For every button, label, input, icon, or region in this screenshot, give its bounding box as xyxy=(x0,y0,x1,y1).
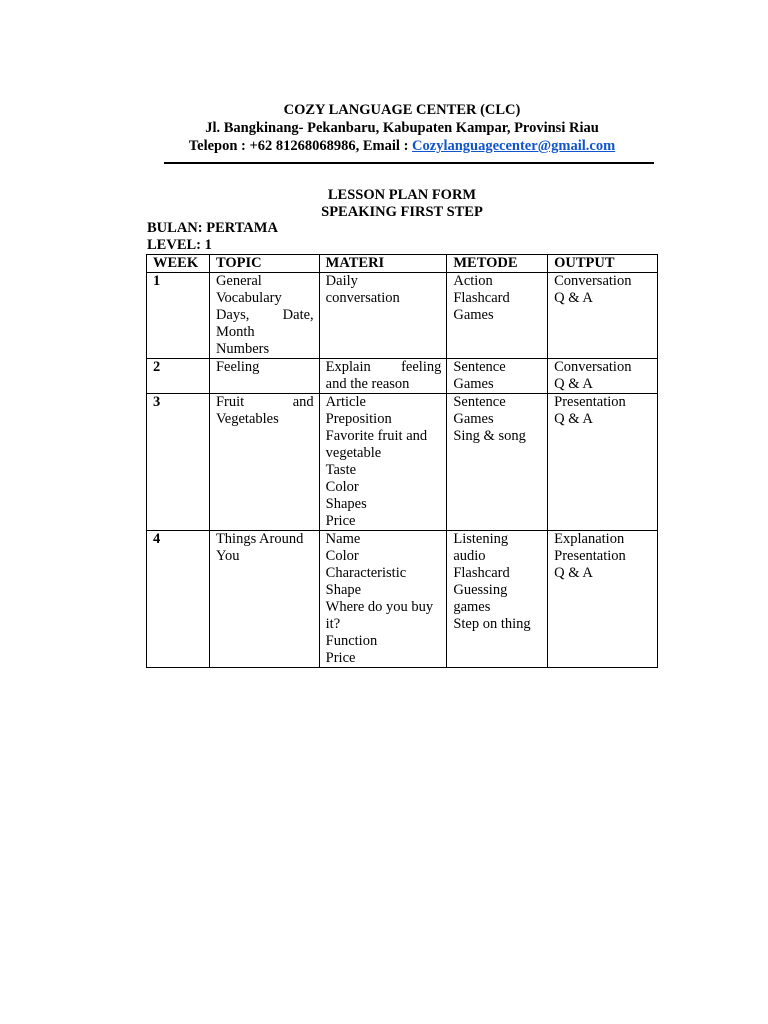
cell-line: Price xyxy=(325,513,356,529)
cell-line: games xyxy=(453,599,491,615)
metode-cell xyxy=(447,394,548,531)
cell-line: Color xyxy=(325,548,359,564)
cell-line: General xyxy=(215,273,262,289)
form-title: LESSON PLAN FORM xyxy=(327,187,477,203)
cell-line: Flashcard xyxy=(453,290,510,306)
cell-line: Games xyxy=(453,376,494,392)
cell-line: Feeling xyxy=(215,359,260,375)
cell-line: Presentation xyxy=(554,394,626,410)
materi-cell xyxy=(319,273,447,359)
cell-line: Listening xyxy=(453,531,509,547)
cell-line: Sentence xyxy=(453,359,506,375)
cell-line: Explanation xyxy=(554,531,625,547)
cell-line: Daily xyxy=(325,273,358,289)
cell-line: Guessing xyxy=(453,582,508,598)
cell-line: Color xyxy=(325,479,359,495)
cell-line: Things Around xyxy=(215,531,304,547)
cell-line: conversation xyxy=(325,290,400,306)
header-topic: TOPIC xyxy=(209,255,319,273)
cell-line: Numbers xyxy=(215,341,270,357)
cell-line: Vocabulary xyxy=(215,290,282,306)
cell-line: Q & A xyxy=(554,376,593,392)
metode-cell xyxy=(447,359,548,394)
output-cell xyxy=(548,359,658,394)
metode-cell xyxy=(447,273,548,359)
cell-line: Article xyxy=(325,394,366,410)
table-row xyxy=(147,531,658,668)
cell-line: Games xyxy=(453,411,494,427)
cell-line: Month xyxy=(215,324,255,340)
cell-line: Days, Date, xyxy=(215,307,314,323)
cell-line: audio xyxy=(453,548,486,564)
materi-cell xyxy=(319,394,447,531)
topic-cell xyxy=(209,531,319,668)
cell-line: Shape xyxy=(325,582,362,598)
cell-line: Q & A xyxy=(554,290,593,306)
lesson-plan-table xyxy=(146,254,658,668)
cell-line: Favorite fruit and xyxy=(325,428,428,444)
cell-line: Fruit and xyxy=(215,394,314,410)
cell-line: Conversation xyxy=(554,359,632,375)
cell-line: Sing & song xyxy=(453,428,526,444)
table-row xyxy=(147,394,658,531)
cell-line: Sentence xyxy=(453,394,506,410)
email-link[interactable]: Cozylanguagecenter@gmail.com xyxy=(412,138,616,154)
header-output: OUTPUT xyxy=(548,255,658,273)
header-week: WEEK xyxy=(147,255,210,273)
table-row xyxy=(147,273,658,359)
cell-line: Presentation xyxy=(554,548,626,564)
org-address: Jl. Bangkinang- Pekanbaru, Kabupaten Kampar, Provinsi Riau xyxy=(205,120,599,136)
cell-line: Where do you buy xyxy=(325,599,434,615)
header-materi: MATERI xyxy=(319,255,447,273)
cell-line: it? xyxy=(325,616,341,632)
output-cell xyxy=(548,531,658,668)
week-cell: 3 xyxy=(147,394,210,531)
header-divider xyxy=(164,162,654,164)
cell-line: Vegetables xyxy=(215,411,279,427)
cell-line: Name xyxy=(325,531,361,547)
cell-line: Action xyxy=(453,273,493,289)
form-title-block xyxy=(0,187,768,221)
cell-line: Characteristic xyxy=(325,565,407,581)
cell-line: Function xyxy=(325,633,378,649)
org-name: COZY LANGUAGE CENTER (CLC) xyxy=(283,102,521,118)
org-contact xyxy=(0,137,768,155)
materi-cell xyxy=(319,359,447,394)
cell-line: Q & A xyxy=(554,411,593,427)
topic-cell xyxy=(209,394,319,531)
cell-line: Q & A xyxy=(554,565,593,581)
header-metode: METODE xyxy=(447,255,548,273)
output-cell xyxy=(548,394,658,531)
topic-cell xyxy=(209,273,319,359)
week-cell: 4 xyxy=(147,531,210,668)
cell-line: and the reason xyxy=(325,376,410,392)
cell-line: Step on thing xyxy=(453,616,531,632)
form-subtitle: SPEAKING FIRST STEP xyxy=(321,204,483,220)
cell-line: Conversation xyxy=(554,273,632,289)
cell-line: Games xyxy=(453,307,494,323)
week-cell: 1 xyxy=(147,273,210,359)
cell-line: Taste xyxy=(325,462,357,478)
cell-line: Explain feeling xyxy=(325,359,442,375)
cell-line: vegetable xyxy=(325,445,382,461)
table-header-row xyxy=(147,255,658,273)
materi-cell xyxy=(319,531,447,668)
week-cell: 2 xyxy=(147,359,210,394)
cell-line: You xyxy=(215,548,240,564)
letterhead xyxy=(0,101,768,155)
cell-line: Shapes xyxy=(325,496,367,512)
level-label: LEVEL: 1 xyxy=(147,237,212,253)
topic-cell xyxy=(209,359,319,394)
cell-line: Preposition xyxy=(325,411,392,427)
cell-line: Price xyxy=(325,650,356,666)
table-row xyxy=(147,359,658,394)
contact-prefix: Telepon : +62 81268068986, Email : xyxy=(188,138,413,154)
metode-cell xyxy=(447,531,548,668)
output-cell xyxy=(548,273,658,359)
cell-line: Flashcard xyxy=(453,565,510,581)
bulan-label: BULAN: PERTAMA xyxy=(147,220,278,236)
